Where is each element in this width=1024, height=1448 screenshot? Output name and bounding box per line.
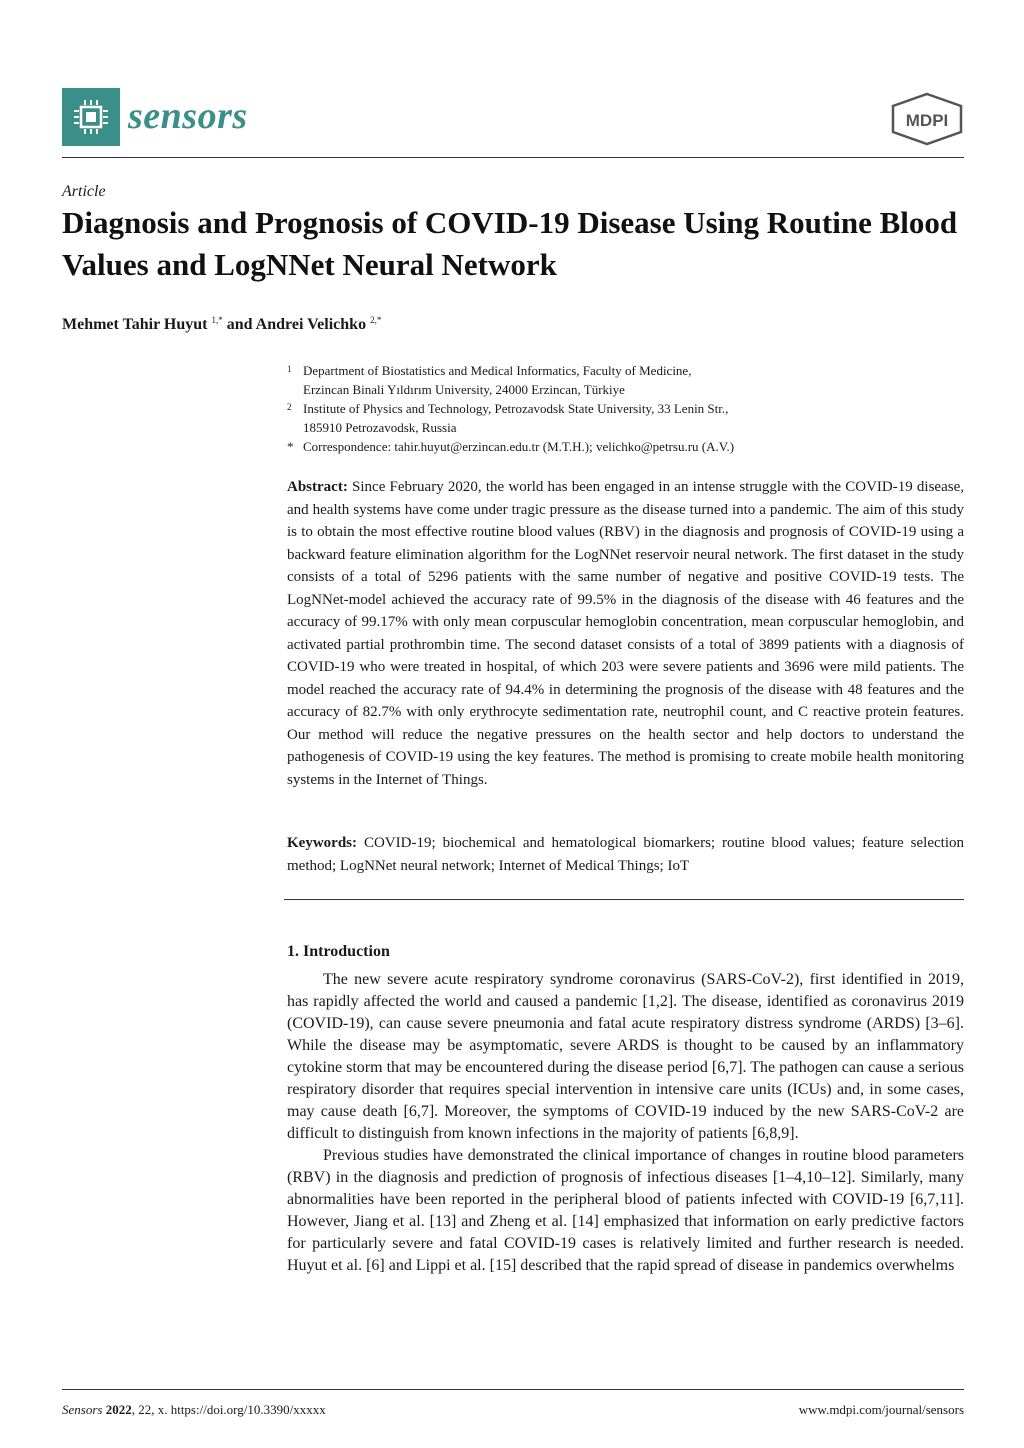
abstract-text: Since February 2020, the world has been engaged in an intense struggle with the COVID-19 disease, and health systems have come under tragic pressure as the disease turned into a pandemic. The aim of this study is to obtain the most effective routine blood values (RBV) in the diagnosis and prognosis of COVID-19 using a backward feature elimination algorithm for the LogNNet reservoir neural network. The first dataset in the study consists of a total of 5296 patients with the same number of negative and positive COVID-19 tests. The LogNNet-model achieved the accuracy rate of 99.5% in the diagnosis of the disease with 46 features and the accuracy of 99.17% with only mean corpuscular hemoglobin concentration, mean corpuscular hemoglobin, and activated partial prothrombin time. The second dataset consists of a total of 3899 patients with a diagnosis of COVID-19 who were treated in hospital, of which 203 were severe patients and 3696 were mild patients. The model reached the accuracy rate of 94.4% in determining the prognosis of the disease with 48 features and the accuracy of 82.7% with only erythrocyte sedimentation rate, neutrophil count, and C reactive protein features. Our method will reduce the negative pressures on the health sector and help doctors to understand the pathogenesis of COVID-19 using the key features. The method is promising to create mobile health monitoring systems in the Internet of Things. <box>287 479 964 788</box>
affiliation-item <box>287 399 964 437</box>
header-divider <box>62 157 964 158</box>
footer-volume: , 22, x. <box>131 1402 168 1417</box>
section-divider <box>284 899 964 900</box>
abstract-label: Abstract: <box>287 479 348 495</box>
correspondence-mark: * <box>287 439 294 454</box>
author-name: Andrei Velichko <box>255 316 367 333</box>
keywords <box>287 832 964 877</box>
section-heading: 1. Introduction <box>287 943 390 960</box>
author-list <box>62 309 381 336</box>
affiliation-line: Erzincan Binali Yıldırım University, 24000 Erzincan, Türkiye <box>303 382 625 397</box>
abstract <box>287 476 964 791</box>
affiliation-line: Department of Biostatistics and Medical Informatics, Faculty of Medicine, <box>303 363 692 378</box>
keywords-label: Keywords: <box>287 835 357 851</box>
affiliation-mark: 2 <box>287 402 292 412</box>
footer-citation <box>62 1401 326 1419</box>
author-name: Mehmet Tahir Huyut <box>62 316 208 333</box>
affiliations <box>287 361 964 456</box>
publisher-name: MDPI <box>905 111 949 130</box>
affiliation-mark: 1 <box>287 364 292 374</box>
article-title: Diagnosis and Prognosis of COVID-19 Disease Using Routine Blood Values and LogNNet Neural Network <box>62 205 958 282</box>
keywords-text: COVID-19; biochemical and hematological biomarkers; routine blood values; feature selection method; LogNNet neural network; Internet of Medical Things; IoT <box>287 835 964 874</box>
footer-divider <box>62 1389 964 1390</box>
author-affiliation-mark: 2,* <box>370 315 382 325</box>
footer-journal: Sensors <box>62 1402 103 1417</box>
article-type: Article <box>62 183 106 200</box>
footer-doi-link[interactable]: https://doi.org/10.3390/xxxxx <box>170 1402 326 1417</box>
affiliation-line: 185910 Petrozavodsk, Russia <box>303 420 457 435</box>
journal-logo-icon <box>62 88 120 146</box>
publisher-logo <box>890 92 964 146</box>
author-affiliation-mark: 1,* <box>211 315 223 325</box>
affiliation-line: Institute of Physics and Technology, Petrozavodsk State University, 33 Lenin Str., <box>303 401 729 416</box>
body-text <box>287 969 964 1277</box>
footer-website-link[interactable]: www.mdpi.com/journal/sensors <box>798 1402 964 1417</box>
author-separator: and <box>222 316 256 333</box>
affiliation-item <box>287 361 964 399</box>
journal-name: sensors <box>128 95 248 137</box>
paragraph: Previous studies have demonstrated the clinical importance of changes in routine blood parameters (RBV) in the diagnosis and prediction of prognosis of infectious diseases [1–4,10–12]. Similarly, many abnormalities have been reported in the peripheral blood of patients infected with COVID-19 [6,7,11]. However, Jiang et al. [13] and Zheng et al. [14] emphasized that information on early predictive factors for particularly severe and fatal COVID-19 cases is relatively limited and further research is needed. Huyut et al. [6] and Lippi et al. [15] described that the rapid spread of disease in pandemics overwhelms <box>287 1147 964 1274</box>
footer-year: 2022 <box>105 1402 132 1417</box>
paragraph: The new severe acute respiratory syndrome coronavirus (SARS-CoV-2), first identified in 2019, has rapidly affected the world and caused a pandemic [1,2]. The disease, identified as coronavirus 2019 (COVID-19), can cause severe pneumonia and fatal acute respiratory distress syndrome (ARDS) [3–6]. While the disease may be asymptomatic, severe ARDS is thought to be caused by an inflammatory cytokine storm that may be encountered during the disease period [6,7]. The pathogen can cause a serious respiratory disorder that requires special intervention in intensive care units (ICUs) and, in some cases, may cause death [6,7]. Moreover, the symptoms of COVID-19 induced by the new SARS-CoV-2 are difficult to distinguish from known infections in the majority of patients [6,8,9]. <box>287 971 964 1142</box>
correspondence <box>287 437 964 456</box>
correspondence-line: Correspondence: tahir.huyut@erzincan.edu.tr (M.T.H.); velichko@petrsu.ru (A.V.) <box>303 439 735 454</box>
